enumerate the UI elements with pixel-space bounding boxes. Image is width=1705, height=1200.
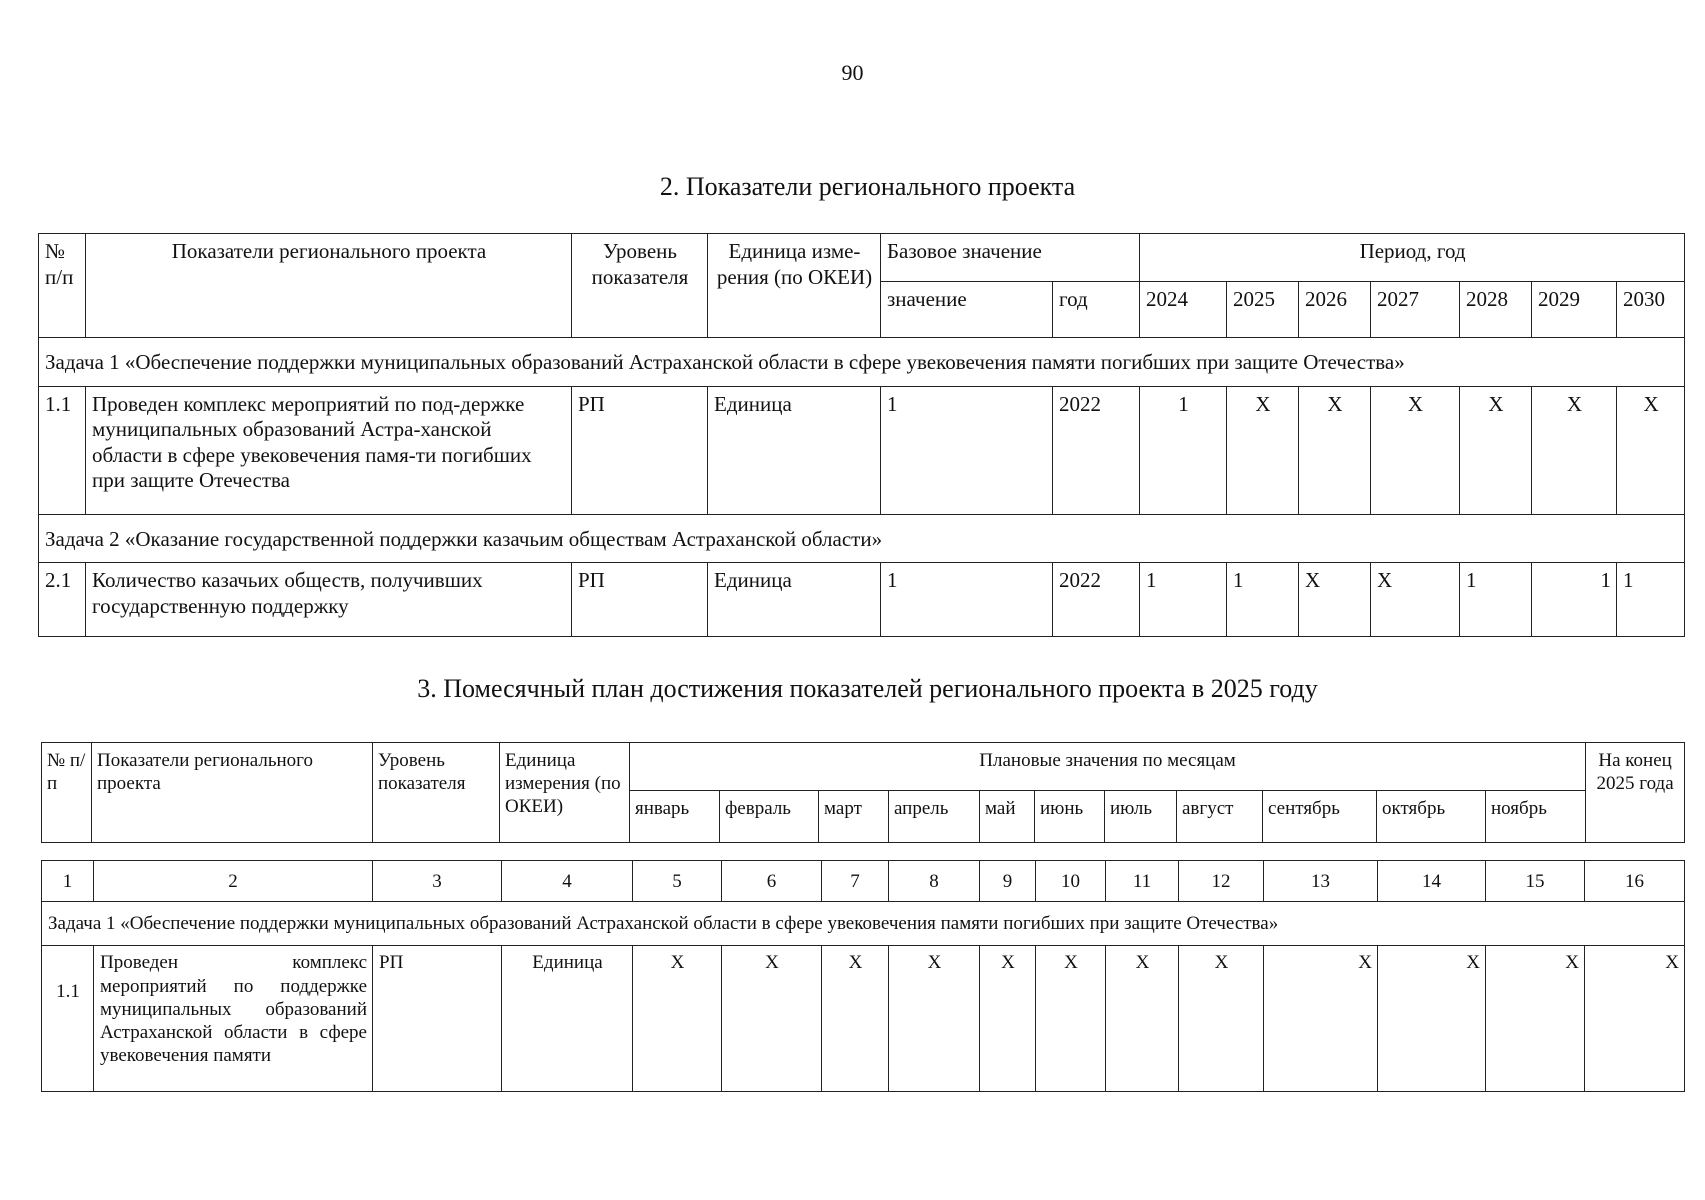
task-row (39, 338, 1685, 387)
row-value-2028: 1 (1460, 563, 1532, 637)
header-num: № п/п (42, 743, 92, 843)
header-month-september: сентябрь (1263, 791, 1377, 843)
row-value-2028: X (1460, 386, 1532, 514)
header-level: Уровень показателя (572, 234, 708, 338)
column-number: 12 (1179, 861, 1264, 902)
column-number-row (42, 861, 1685, 902)
header-end-of-year: На конец 2025 года (1586, 743, 1685, 843)
row-value-june: X (1036, 946, 1106, 1092)
column-number: 4 (502, 861, 633, 902)
row-value-2024: 1 (1140, 386, 1227, 514)
column-number: 1 (42, 861, 94, 902)
table-row (39, 563, 1685, 637)
row-unit: Единица (502, 946, 633, 1092)
header-period: Период, год (1140, 234, 1685, 282)
row-value-2025: 1 (1227, 563, 1299, 637)
section-title-monthly-plan: 3. Помесячный план достижения показателей регионального проекта в 2025 году (417, 674, 1318, 703)
task-1-heading: Задача 1 «Обеспечение поддержки муниципальных образований Астраханской области в сфере увековечения памяти погибших при защите Отечества» (39, 338, 1685, 387)
row-value-august: X (1179, 946, 1264, 1092)
row-num: 1.1 (42, 946, 94, 1092)
task-1-heading: Задача 1 «Обеспечение поддержки муниципальных образований Астраханской области в сфере увековечения памяти погибших при защите Отечества» (42, 902, 1685, 946)
task-row (42, 902, 1685, 946)
column-number: 14 (1378, 861, 1486, 902)
row-value-october: X (1378, 946, 1486, 1092)
header-year-2027: 2027 (1371, 282, 1460, 338)
row-value-end-of-year: X (1585, 946, 1685, 1092)
column-number: 15 (1486, 861, 1585, 902)
header-month-july: июль (1105, 791, 1177, 843)
row-value-2026: X (1299, 563, 1371, 637)
header-month-january: январь (630, 791, 720, 843)
table-row (39, 386, 1685, 514)
row-indicator: Проведен комплекс мероприятий по под-держке муниципальных образований Астра-ханской области в сфере увековечения памя-ти погибших при защите Отечества (86, 386, 572, 514)
header-base-value: Базовое значение (881, 234, 1140, 282)
task-2-heading: Задача 2 «Оказание государственной поддержки казачьим обществам Астраханской области» (39, 514, 1685, 563)
header-indicator: Показатели регионального проекта (86, 234, 572, 338)
monthly-plan-table (41, 860, 1685, 1092)
row-value-2027: X (1371, 563, 1460, 637)
header-level: Уровень показателя (373, 743, 500, 843)
header-year-2024: 2024 (1140, 282, 1227, 338)
row-level: РП (572, 563, 708, 637)
column-number: 9 (980, 861, 1036, 902)
header-month-february: февраль (720, 791, 819, 843)
column-number: 6 (722, 861, 822, 902)
header-unit: Единица изме-рения (по ОКЕИ) (708, 234, 881, 338)
row-indicator: Проведен комплекс мероприятий по поддержке муниципальных образований Астраханской области в сфере увековечения памяти (94, 946, 373, 1092)
row-value-may: X (980, 946, 1036, 1092)
row-unit: Единица (708, 563, 881, 637)
row-value-march: X (822, 946, 889, 1092)
column-number: 10 (1036, 861, 1106, 902)
row-value-january: X (633, 946, 722, 1092)
column-number: 3 (373, 861, 502, 902)
header-month-may: май (980, 791, 1035, 843)
row-value-2029: X (1532, 386, 1617, 514)
header-year-2028: 2028 (1460, 282, 1532, 338)
row-value-2025: X (1227, 386, 1299, 514)
header-month-april: апрель (889, 791, 980, 843)
column-number: 5 (633, 861, 722, 902)
row-num: 1.1 (39, 386, 86, 514)
row-level: РП (572, 386, 708, 514)
table-row (42, 946, 1685, 1092)
row-level: РП (373, 946, 502, 1092)
row-value-2026: X (1299, 386, 1371, 514)
row-value-february: X (722, 946, 822, 1092)
column-number: 13 (1264, 861, 1378, 902)
header-indicator: Показатели регионального проекта (92, 743, 373, 843)
header-year-2026: 2026 (1299, 282, 1371, 338)
column-number: 11 (1106, 861, 1179, 902)
indicators-table (38, 233, 1685, 637)
header-month-november: ноябрь (1486, 791, 1586, 843)
header-unit: Единица измерения (по ОКЕИ) (500, 743, 630, 843)
header-month-october: октябрь (1377, 791, 1486, 843)
row-indicator: Количество казачьих обществ, получивших государственную поддержку (86, 563, 572, 637)
row-value-april: X (889, 946, 980, 1092)
column-number: 7 (822, 861, 889, 902)
row-value-september: X (1264, 946, 1378, 1092)
header-year-2025: 2025 (1227, 282, 1299, 338)
row-value-november: X (1486, 946, 1585, 1092)
row-value-2027: X (1371, 386, 1460, 514)
monthly-plan-header-table (41, 742, 1685, 843)
row-num: 2.1 (39, 563, 86, 637)
header-month-august: август (1177, 791, 1263, 843)
column-number: 16 (1585, 861, 1685, 902)
section-title-indicators: 2. Показатели регионального проекта (659, 172, 1076, 201)
row-base-value: 1 (881, 386, 1053, 514)
row-value-july: X (1106, 946, 1179, 1092)
header-num: № п/п (39, 234, 86, 338)
row-value-2024: 1 (1140, 563, 1227, 637)
header-year-2030: 2030 (1617, 282, 1685, 338)
task-row (39, 514, 1685, 563)
header-base-value-year: год (1053, 282, 1140, 338)
column-number: 8 (889, 861, 980, 902)
row-value-2030: X (1617, 386, 1685, 514)
row-value-2029: 1 (1532, 563, 1617, 637)
row-value-2030: 1 (1617, 563, 1685, 637)
row-base-year: 2022 (1053, 386, 1140, 514)
row-unit: Единица (708, 386, 881, 514)
column-number: 2 (94, 861, 373, 902)
header-planned-values: Плановые значения по месяцам (630, 743, 1586, 791)
page-number: 90 (841, 60, 864, 85)
header-base-value-value: значение (881, 282, 1053, 338)
row-base-year: 2022 (1053, 563, 1140, 637)
header-month-june: июнь (1035, 791, 1105, 843)
header-year-2029: 2029 (1532, 282, 1617, 338)
row-base-value: 1 (881, 563, 1053, 637)
header-month-march: март (819, 791, 889, 843)
